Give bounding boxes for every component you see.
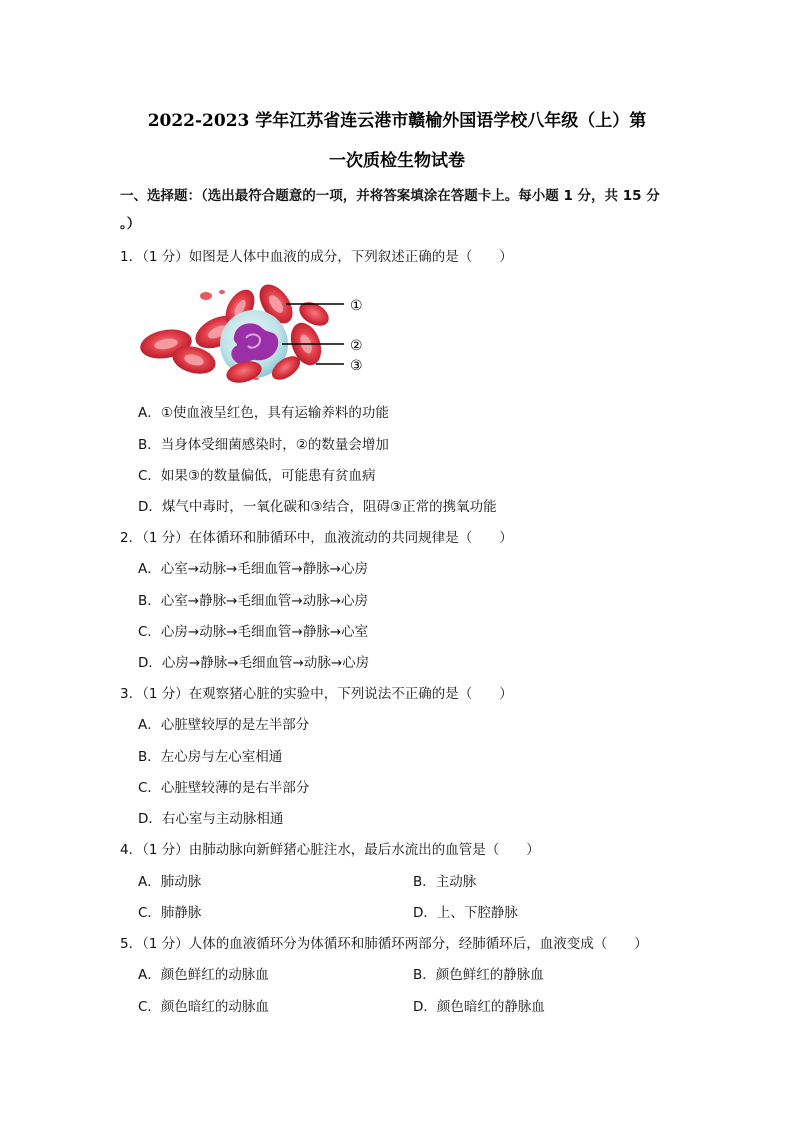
blood-cells-illustration [136,282,376,390]
q2-option-b: B．心室→静脉→毛细血管→动脉→心房 [138,593,369,609]
figure-label-2: ② [350,338,363,354]
question-1-stem: 1．（1 分）如图是人体中血液的成分，下列叙述正确的是（ ） [120,249,513,265]
q5-option-d: D．颜色暗红的静脉血 [413,999,545,1015]
q5-option-b: B．颜色鲜红的静脉血 [413,967,544,983]
figure-label-1: ① [350,298,363,314]
section-heading-tail: 。） [120,216,141,232]
blood-components-figure [136,282,376,390]
q1-option-a: A．①使血液呈红色，具有运输养料的功能 [138,405,389,421]
question-2-stem: 2．（1 分）在体循环和肺循环中，血液流动的共同规律是（ ） [120,530,513,546]
q3-option-c: C．心脏壁较薄的是右半部分 [138,780,310,796]
q1-option-d: D．煤气中毒时，一氧化碳和③结合，阻碍③正常的携氧功能 [138,499,497,515]
q5-option-a: A．颜色鲜红的动脉血 [138,967,269,983]
figure-label-3: ③ [350,358,363,374]
q4-option-d: D．上、下腔静脉 [413,905,518,921]
platelet [219,290,225,294]
exam-title-line1: 2022-2023 学年江苏省连云港市赣榆外国语学校八年级（上）第 [147,111,647,131]
q3-option-d: D．右心室与主动脉相通 [138,811,284,827]
q4-option-b: B．主动脉 [413,874,477,890]
question-3-stem: 3．（1 分）在观察猪心脏的实验中，下列说法不正确的是（ ） [120,686,513,702]
question-5-stem: 5．（1 分）人体的血液循环分为体循环和肺循环两部分，经肺循环后，血液变成（ ） [120,936,648,952]
q2-option-c: C．心房→动脉→毛细血管→静脉→心室 [138,624,369,640]
q2-option-a: A．心室→动脉→毛细血管→静脉→心房 [138,561,368,577]
section-heading: 一、选择题：（选出最符合题意的一项，并将答案填涂在答题卡上。每小题 1 分，共 15 分 [120,188,660,204]
q5-option-c: C．颜色暗红的动脉血 [138,999,269,1015]
q1-option-c: C．如果③的数量偏低，可能患有贫血病 [138,468,376,484]
question-4-stem: 4．（1 分）由肺动脉向新鲜猪心脏注水，最后水流出的血管是（ ） [120,842,540,858]
platelet [200,292,212,300]
q4-option-a: A．肺动脉 [138,874,202,890]
q3-option-b: B．左心房与左心室相通 [138,749,283,765]
q4-option-c: C．肺静脉 [138,905,202,921]
exam-title-line2: 一次质检生物试卷 [329,151,465,171]
q1-option-b: B．当身体受细菌感染时，②的数量会增加 [138,437,389,453]
q3-option-a: A．心脏壁较厚的是左半部分 [138,717,310,733]
q2-option-d: D．心房→静脉→毛细血管→动脉→心房 [138,655,370,671]
